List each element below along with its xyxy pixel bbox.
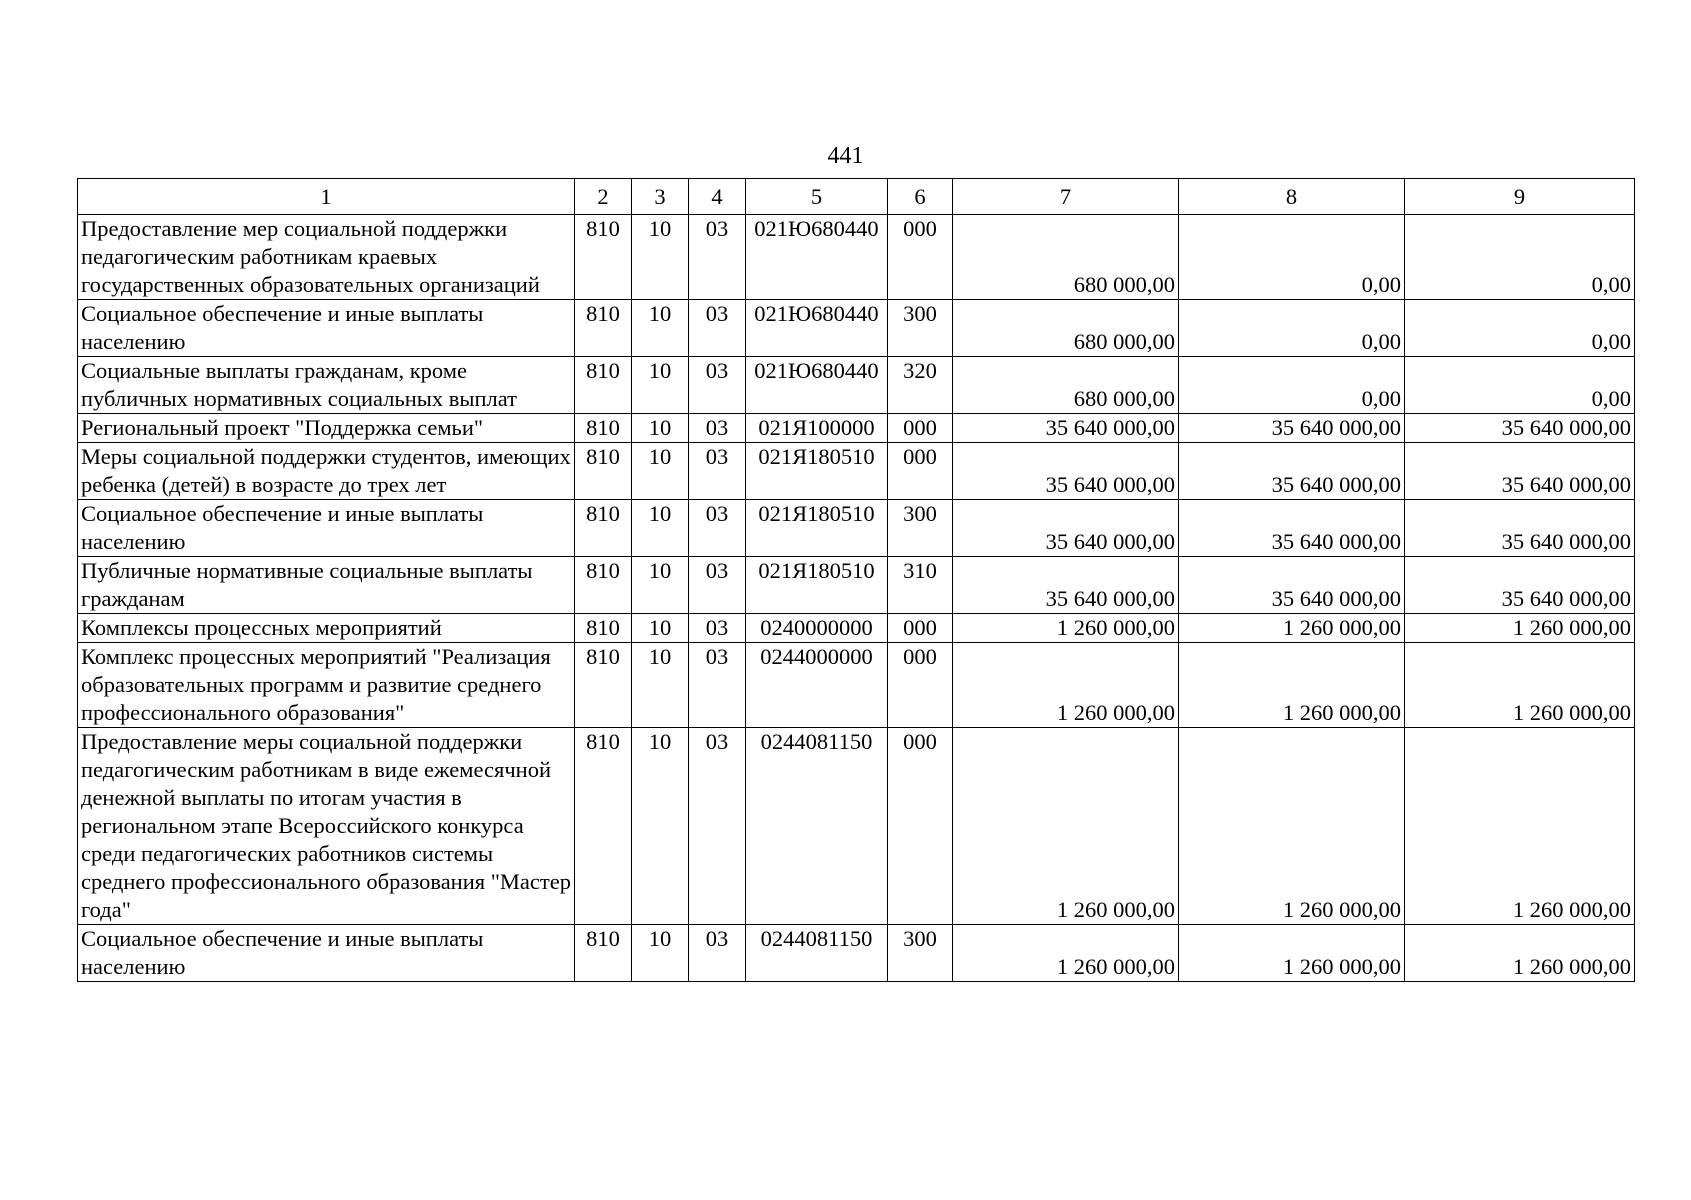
cell-expense-type-code: 300 [888,500,953,557]
cell-amount-col7: 680 000,00 [953,215,1179,300]
cell-expense-type-code: 000 [888,414,953,443]
cell-target-article-code: 0244000000 [746,643,888,728]
cell-amount-col7: 1 260 000,00 [953,925,1179,982]
cell-subsection-code: 03 [689,300,746,357]
budget-table [77,178,1635,982]
cell-amount-col8: 1 260 000,00 [1179,728,1405,925]
cell-ministry-code: 810 [575,500,632,557]
cell-expense-type-code: 300 [888,300,953,357]
row-description: Предоставление меры социальной поддержки педагогическим работникам в виде ежемесячной денежной выплаты по итогам участия в региональном этапе Всероссийского конкурса среди педагогических работников системы среднего профессионального образования "Мастер года" [78,728,575,925]
column-header-6: 6 [888,179,953,215]
cell-amount-col9: 1 260 000,00 [1405,925,1635,982]
cell-target-article-code: 0240000000 [746,614,888,643]
cell-target-article-code: 0244081150 [746,925,888,982]
row-description: Социальное обеспечение и иные выплаты населению [78,300,575,357]
cell-amount-col9: 35 640 000,00 [1405,557,1635,614]
column-header-1: 1 [78,179,575,215]
cell-amount-col8: 1 260 000,00 [1179,614,1405,643]
cell-ministry-code: 810 [575,728,632,925]
cell-target-article-code: 0244081150 [746,728,888,925]
cell-amount-col8: 1 260 000,00 [1179,925,1405,982]
table-row [78,643,1635,728]
cell-target-article-code: 021Я180510 [746,443,888,500]
column-header-8: 8 [1179,179,1405,215]
cell-subsection-code: 03 [689,500,746,557]
cell-ministry-code: 810 [575,557,632,614]
cell-amount-col7: 35 640 000,00 [953,443,1179,500]
cell-amount-col7: 680 000,00 [953,300,1179,357]
column-header-5: 5 [746,179,888,215]
cell-amount-col9: 1 260 000,00 [1405,728,1635,925]
cell-amount-col8: 0,00 [1179,215,1405,300]
row-description: Комплексы процессных мероприятий [78,614,575,643]
cell-target-article-code: 021Я100000 [746,414,888,443]
cell-amount-col9: 35 640 000,00 [1405,414,1635,443]
table-row [78,443,1635,500]
row-description: Социальное обеспечение и иные выплаты населению [78,925,575,982]
cell-ministry-code: 810 [575,414,632,443]
cell-amount-col8: 0,00 [1179,357,1405,414]
row-description: Публичные нормативные социальные выплаты гражданам [78,557,575,614]
cell-expense-type-code: 000 [888,215,953,300]
row-description: Меры социальной поддержки студентов, имеющих ребенка (детей) в возрасте до трех лет [78,443,575,500]
cell-target-article-code: 021Ю680440 [746,300,888,357]
table-header-row [78,179,1635,215]
table-row [78,925,1635,982]
cell-amount-col7: 680 000,00 [953,357,1179,414]
cell-amount-col7: 1 260 000,00 [953,728,1179,925]
cell-amount-col8: 35 640 000,00 [1179,414,1405,443]
cell-target-article-code: 021Я180510 [746,500,888,557]
cell-amount-col9: 0,00 [1405,215,1635,300]
cell-section-code: 10 [632,357,689,414]
cell-amount-col9: 35 640 000,00 [1405,443,1635,500]
cell-ministry-code: 810 [575,215,632,300]
row-description: Региональный проект "Поддержка семьи" [78,414,575,443]
cell-section-code: 10 [632,925,689,982]
cell-amount-col9: 35 640 000,00 [1405,500,1635,557]
cell-ministry-code: 810 [575,300,632,357]
cell-ministry-code: 810 [575,443,632,500]
cell-amount-col9: 0,00 [1405,357,1635,414]
cell-subsection-code: 03 [689,215,746,300]
cell-subsection-code: 03 [689,557,746,614]
cell-subsection-code: 03 [689,614,746,643]
cell-amount-col9: 0,00 [1405,300,1635,357]
cell-amount-col9: 1 260 000,00 [1405,643,1635,728]
cell-section-code: 10 [632,443,689,500]
cell-section-code: 10 [632,614,689,643]
column-header-4: 4 [689,179,746,215]
cell-subsection-code: 03 [689,357,746,414]
cell-subsection-code: 03 [689,728,746,925]
table-row [78,728,1635,925]
cell-amount-col7: 1 260 000,00 [953,614,1179,643]
cell-expense-type-code: 000 [888,728,953,925]
cell-amount-col7: 35 640 000,00 [953,500,1179,557]
cell-amount-col9: 1 260 000,00 [1405,614,1635,643]
cell-amount-col8: 1 260 000,00 [1179,643,1405,728]
cell-amount-col8: 35 640 000,00 [1179,443,1405,500]
cell-section-code: 10 [632,643,689,728]
cell-amount-col8: 35 640 000,00 [1179,500,1405,557]
cell-section-code: 10 [632,215,689,300]
cell-ministry-code: 810 [575,925,632,982]
cell-subsection-code: 03 [689,414,746,443]
table-row [78,500,1635,557]
cell-target-article-code: 021Ю680440 [746,215,888,300]
cell-ministry-code: 810 [575,614,632,643]
cell-expense-type-code: 320 [888,357,953,414]
cell-ministry-code: 810 [575,357,632,414]
column-header-2: 2 [575,179,632,215]
column-header-3: 3 [632,179,689,215]
table-row [78,215,1635,300]
cell-section-code: 10 [632,300,689,357]
row-description: Социальное обеспечение и иные выплаты населению [78,500,575,557]
page-number: 441 [827,143,864,169]
cell-section-code: 10 [632,728,689,925]
cell-expense-type-code: 000 [888,643,953,728]
table-row [78,414,1635,443]
cell-section-code: 10 [632,414,689,443]
cell-target-article-code: 021Ю680440 [746,357,888,414]
cell-amount-col8: 35 640 000,00 [1179,557,1405,614]
table-row [78,557,1635,614]
row-description: Социальные выплаты гражданам, кроме публичных нормативных социальных выплат [78,357,575,414]
cell-expense-type-code: 310 [888,557,953,614]
cell-subsection-code: 03 [689,643,746,728]
table-row [78,614,1635,643]
cell-amount-col7: 1 260 000,00 [953,643,1179,728]
row-description: Предоставление мер социальной поддержки педагогическим работникам краевых государственных образовательных организаций [78,215,575,300]
cell-amount-col7: 35 640 000,00 [953,414,1179,443]
row-description: Комплекс процессных мероприятий "Реализация образовательных программ и развитие среднего профессионального образования" [78,643,575,728]
cell-expense-type-code: 000 [888,443,953,500]
table-row [78,357,1635,414]
cell-amount-col7: 35 640 000,00 [953,557,1179,614]
cell-subsection-code: 03 [689,443,746,500]
cell-subsection-code: 03 [689,925,746,982]
cell-ministry-code: 810 [575,643,632,728]
cell-expense-type-code: 300 [888,925,953,982]
table-row [78,300,1635,357]
cell-section-code: 10 [632,500,689,557]
column-header-7: 7 [953,179,1179,215]
column-header-9: 9 [1405,179,1635,215]
cell-amount-col8: 0,00 [1179,300,1405,357]
cell-section-code: 10 [632,557,689,614]
cell-expense-type-code: 000 [888,614,953,643]
cell-target-article-code: 021Я180510 [746,557,888,614]
